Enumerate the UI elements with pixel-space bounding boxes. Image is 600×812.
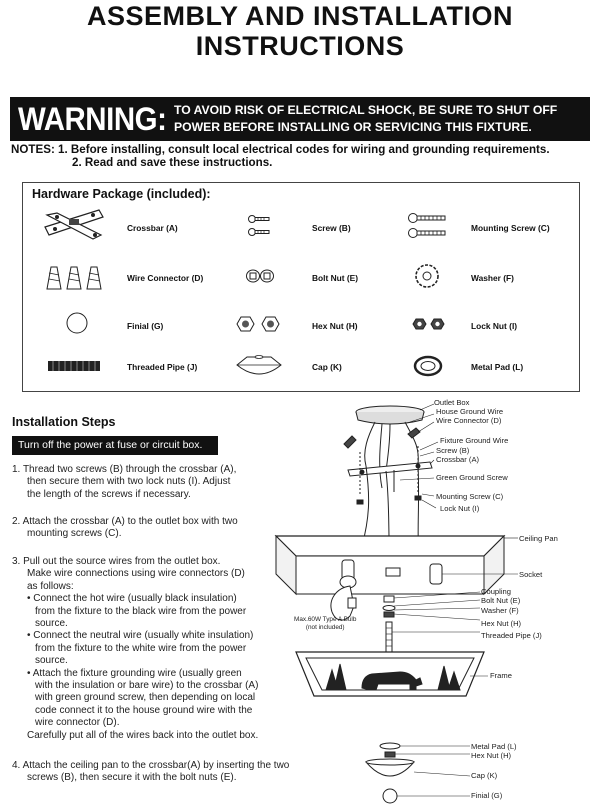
exploded-diagram (270, 396, 600, 812)
crossbar-label: Crossbar (A) (127, 223, 178, 233)
step-3-bullet-3: code connect it to the house ground wire with the (35, 704, 253, 716)
step-4 (12, 760, 289, 785)
step-3-bullet-3: wire connector (D). (35, 717, 120, 729)
step-4-line: screws (B), then secure it with the bolt nuts (E). (27, 772, 237, 784)
step-3-bullet-1: source. (35, 618, 68, 630)
metal-pad-icon (413, 355, 443, 377)
step-2-line: mounting screws (C). (27, 528, 122, 540)
page-title-line2: INSTRUCTIONS (195, 31, 405, 61)
label-screw: Screw (B) (436, 446, 470, 455)
finial-label: Finial (G) (127, 321, 164, 331)
bulb-note-line1: Max.60W Type A Bulb (294, 616, 357, 623)
power-notice: Turn off the power at fuse or circuit box. (12, 436, 218, 455)
lock-nut-label: Lock Nut (I) (471, 321, 518, 331)
hex-nut-label: Hex Nut (H) (312, 321, 358, 331)
bulb-note (294, 616, 356, 632)
cap-icon (233, 353, 285, 381)
step-2 (12, 516, 238, 541)
step-2-line: 2. Attach the crossbar (A) to the outlet box with two (12, 516, 238, 527)
screw-icon (247, 213, 273, 239)
hardware-package (22, 182, 580, 392)
step-3-bullet-3: with green ground screw, then depending on local (35, 692, 256, 704)
crossbar-icon (43, 205, 105, 245)
step-3-line: Make wire connections using wire connectors (D) (27, 568, 245, 580)
label-crossbar: Crossbar (A) (436, 455, 480, 464)
page-title: ASSEMBLY AND INSTALLATION (86, 1, 514, 31)
label-fixture-ground: Fixture Ground Wire (440, 436, 509, 445)
label-green-ground: Green Ground Screw (436, 473, 508, 482)
label-socket: Socket (519, 570, 543, 579)
step-1-line: then secure them with two lock nuts (I). Adjust (27, 476, 231, 488)
mounting-screw-label: Mounting Screw (C) (471, 223, 550, 233)
bulb-note-line2: (not included) (305, 624, 345, 631)
hex-nut-icon (233, 315, 283, 333)
finial-icon (65, 311, 89, 335)
label-lock-nut: Lock Nut (I) (440, 504, 480, 513)
washer-icon (413, 263, 441, 289)
step-3-bullet-3: • Attach the fixture grounding wire (usually green (27, 667, 242, 679)
label-hex-nut-2: Hex Nut (H) (471, 751, 512, 760)
steps-title: Installation Steps (12, 415, 116, 429)
label-frame: Frame (490, 671, 512, 680)
step-3-bullet-1: • Connect the hot wire (usually black insulation) (27, 593, 237, 605)
step-3-bullet-2: source. (35, 655, 68, 667)
step-1-line: the length of the screws if necessary. (27, 488, 191, 500)
step-3-bullet-2: • Connect the neutral wire (usually white insulation) (27, 630, 254, 642)
mounting-screw-icon (407, 211, 449, 241)
label-hex-nut: Hex Nut (H) (481, 619, 522, 628)
threaded-pipe-icon (47, 359, 101, 373)
step-3-line: 3. Pull out the source wires from the outlet box. (12, 556, 221, 567)
screw-label: Screw (B) (312, 223, 351, 233)
label-metal-pad: Metal Pad (L) (471, 742, 517, 751)
threaded-pipe-label: Threaded Pipe (J) (127, 362, 198, 372)
metal-pad-label: Metal Pad (L) (471, 362, 524, 372)
step-3-bullet-3: with the insulation or bare wire) to the crossbar (A) (35, 680, 259, 692)
label-washer: Washer (F) (481, 606, 519, 615)
wire-connector-icon (43, 263, 105, 293)
step-3-line: as follows: (27, 580, 74, 592)
label-house-ground: House Ground Wire (436, 407, 504, 416)
step-1 (12, 464, 236, 501)
bolt-nut-label: Bolt Nut (E) (312, 273, 359, 283)
cap-label: Cap (K) (312, 362, 342, 372)
label-bolt-nut: Bolt Nut (E) (481, 596, 521, 605)
label-mounting-screw: Mounting Screw (C) (436, 492, 504, 501)
warning-line1: TO AVOID RISK OF ELECTRICAL SHOCK, BE SURE TO SHUT OFF (174, 103, 558, 117)
label-cap: Cap (K) (471, 771, 498, 780)
warning-word: WARNING: (18, 100, 167, 137)
hardware-title: Hardware Package (included): (32, 187, 211, 201)
warning-text (174, 102, 557, 136)
wire-connector-label: Wire Connector (D) (127, 273, 204, 283)
step-3-bullet-1: from the fixture to the black wire from the power (35, 605, 247, 617)
label-threaded-pipe: Threaded Pipe (J) (481, 631, 542, 640)
step-3-bullet-2: from the fixture to the white wire from the power (35, 642, 247, 654)
note-1: NOTES: 1. Before installing, consult local electrical codes for wiring and grounding requirements. (11, 143, 550, 156)
washer-label: Washer (F) (471, 273, 514, 283)
notes (11, 143, 550, 169)
label-coupling: Coupling (481, 587, 511, 596)
lock-nut-icon (411, 317, 447, 331)
step-3-end: Carefully put all of the wires back into the outlet box. (27, 729, 259, 741)
label-wire-connector: Wire Connector (D) (436, 416, 502, 425)
bolt-nut-icon (245, 265, 275, 287)
label-ceiling-pan: Ceiling Pan (519, 534, 558, 543)
label-finial: Finial (G) (471, 791, 503, 800)
warning-banner (10, 97, 590, 141)
step-4-line: 4. Attach the ceiling pan to the crossbar(A) by inserting the two (12, 760, 290, 771)
step-1-line: 1. Thread two screws (B) through the crossbar (A), (12, 464, 237, 475)
step-3 (12, 556, 258, 742)
note-2: 2. Read and save these instructions. (72, 156, 273, 169)
label-outlet-box: Outlet Box (434, 398, 470, 407)
warning-line2: POWER BEFORE INSTALLING OR SERVICING THIS FIXTURE. (174, 120, 532, 134)
